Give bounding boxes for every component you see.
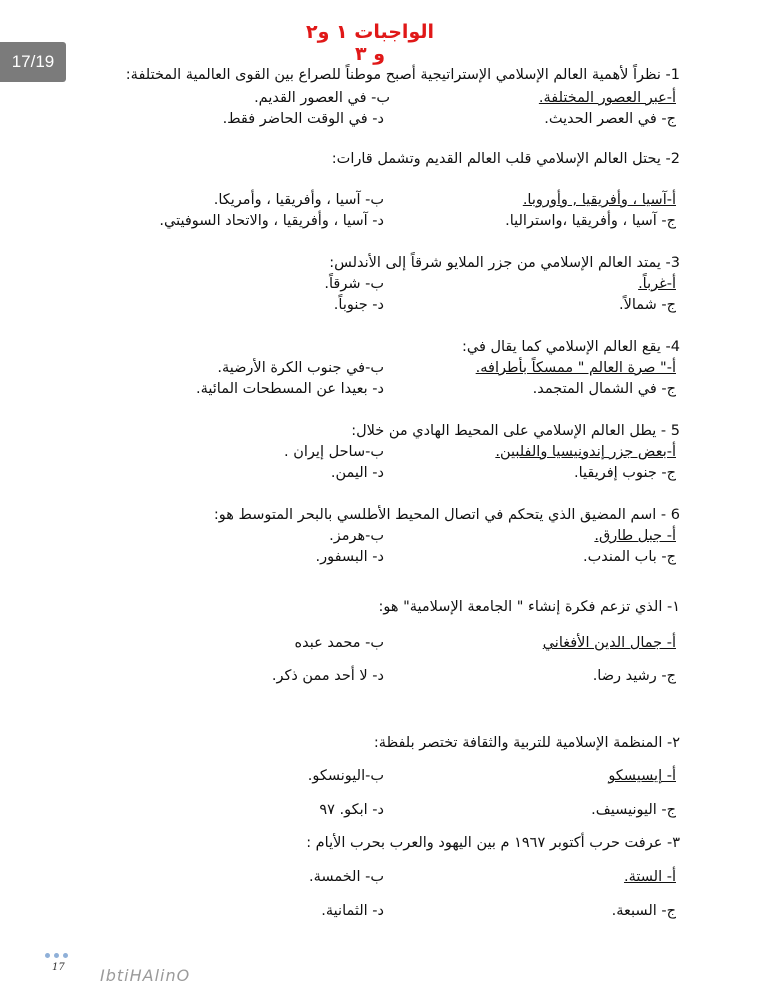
page-dots-icon <box>45 953 68 958</box>
question-4-option-b: ب-في جنوب الكرة الأرضية. <box>217 360 384 376</box>
question-9-option-c: ج- السبعة. <box>611 903 676 919</box>
page-number: 17 <box>52 962 65 973</box>
question-2-option-a: أ-آسيا ، وأفريقيا , وأوروبا. <box>522 192 676 208</box>
question-8-option-d: د- ابكو. ٩٧ <box>319 802 384 818</box>
question-7-option-b: ب- محمد عبده <box>294 635 384 651</box>
question-3-option-b: ب- شرقاً. <box>324 276 384 292</box>
question-6-option-c: ج- باب المندب. <box>583 549 676 565</box>
question-6-option-d: د- البسفور. <box>315 549 384 565</box>
question-2-option-c: ج- آسيا ، وأفريقيا ،واستراليا. <box>505 213 676 229</box>
question-1-option-d: د- في الوقت الحاضر فقط. <box>222 111 384 127</box>
question-7-option-c: ج- رشيد رضا. <box>592 668 676 684</box>
question-5-prompt: 5 - يطل العالم الإسلامي على المحيط الهادي من خلال: <box>351 423 680 439</box>
question-4-option-a: أ-" صرة العالم " ممسكاً بأطرافه. <box>475 360 676 376</box>
question-4-prompt: 4- يقع العالم الإسلامي كما يقال في: <box>461 339 680 355</box>
question-6-option-b: ب-هرمز. <box>329 528 384 544</box>
question-1-option-c: ج- في العصر الحديث. <box>544 111 676 127</box>
question-7-prompt: ١- الذي تزعم فكرة إنشاء " الجامعة الإسلامية" هو: <box>378 599 680 615</box>
question-6-prompt: 6 - اسم المضيق الذي يتحكم في اتصال المحيط الأطلسي بالبحر المتوسط هو: <box>213 507 680 523</box>
watermark: IbtiHAlinO <box>100 966 191 985</box>
question-3-prompt: 3- يمتد العالم الإسلامي من جزر الملايو شرقاً إلى الأندلس: <box>329 255 680 271</box>
question-2-option-b: ب- آسيا ، وأفريقيا ، وأمريكا. <box>213 192 384 208</box>
question-5-option-b: ب-ساحل إيران . <box>284 444 384 460</box>
question-8-option-c: ج- اليونيسيف. <box>591 802 676 818</box>
question-3-option-a: أ-غرباً. <box>638 276 676 292</box>
question-1-prompt: 1- نظراً لأهمية العالم الإسلامي الإستراتيجية أصبح موطناً للصراع بين القوى العالمية المختلفة: <box>125 67 680 83</box>
question-1-option-a: أ-عبر العصور المختلفة. <box>538 90 676 106</box>
question-3-option-c: ج- شمالاً. <box>618 297 676 313</box>
question-9-prompt: ٣- عرفت حرب أكتوبر ١٩٦٧ م بين اليهود والعرب بحرب الأيام : <box>306 835 680 851</box>
page-indicator: 17/19 <box>0 42 66 82</box>
question-9-option-a: أ- الستة. <box>623 869 676 885</box>
question-9-option-d: د- الثمانية. <box>321 903 384 919</box>
question-8-option-a: أ- إيسيسكو <box>608 768 676 784</box>
question-8-option-b: ب-اليونسكو. <box>307 768 384 784</box>
question-2-prompt: 2- يحتل العالم الإسلامي قلب العالم القديم وتشمل قارات: <box>331 151 680 167</box>
question-6-option-a: أ- جبل طارق. <box>594 528 676 544</box>
question-7-option-a: أ- جمال الدين الأفغاني <box>542 635 676 651</box>
question-5-option-c: ج- جنوب إفريقيا. <box>573 465 676 481</box>
question-8-prompt: ٢- المنظمة الإسلامية للتربية والثقافة تختصر بلفظة: <box>373 735 680 751</box>
question-3-option-d: د- جنوباً. <box>333 297 384 313</box>
question-5-option-a: أ-بعض جزر إندونيسيا والفلبين. <box>495 444 676 460</box>
question-1-option-b: ب- في العصور القديم. <box>254 90 390 106</box>
question-2-option-d: د- آسيا ، وأفريقيا ، والاتحاد السوفيتي. <box>159 213 384 229</box>
question-7-option-d: د- لا أحد ممن ذكر. <box>271 668 384 684</box>
page-title: الواجبات ١ و٢ و ٣ <box>305 21 435 65</box>
question-4-option-d: د- بعيدا عن المسطحات المائية. <box>196 381 384 397</box>
question-4-option-c: ج- في الشمال المتجمد. <box>532 381 676 397</box>
question-9-option-b: ب- الخمسة. <box>309 869 384 885</box>
question-5-option-d: د- اليمن. <box>330 465 384 481</box>
